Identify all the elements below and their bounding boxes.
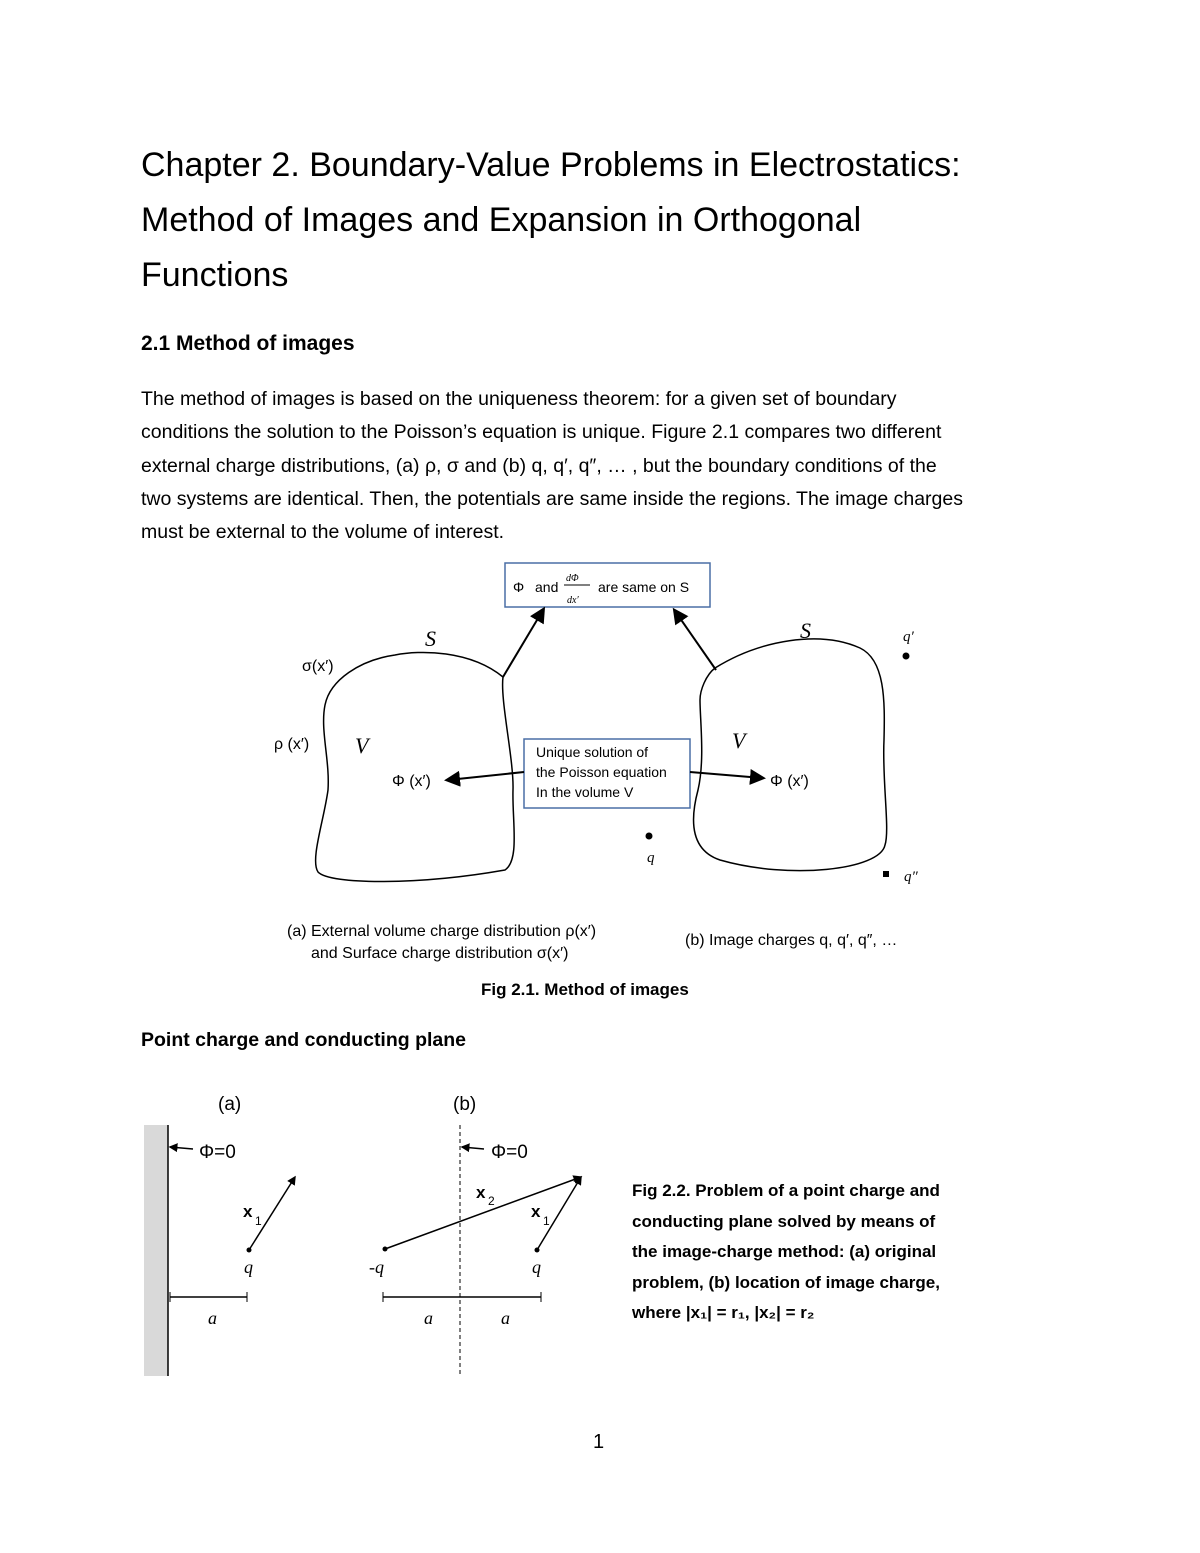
phi-zero-label: Φ=0	[491, 1142, 528, 1163]
figure-caption: problem, (b) location of image charge,	[632, 1273, 940, 1292]
caption-a: and Surface charge distribution σ(x′)	[311, 945, 569, 962]
charge-q1-dot	[903, 653, 910, 660]
page-number: 1	[593, 1431, 605, 1453]
panel-label-b: (b)	[453, 1094, 477, 1115]
charge-q2-dot	[883, 871, 889, 877]
charge-q-label: q	[244, 1257, 253, 1277]
phi-zero-label: Φ=0	[199, 1142, 236, 1163]
same-on-s-text: are same on S	[598, 579, 690, 595]
caption-a: (a) External volume charge distribution ρ(x′)	[287, 923, 597, 940]
charge-q-label: q	[647, 850, 655, 866]
vector-x1-label: x	[531, 1202, 541, 1221]
uniqueness-text: In the volume V	[536, 784, 634, 800]
vector-x2-label: x	[476, 1183, 486, 1202]
figure-caption: Fig 2.1. Method of images	[481, 980, 689, 999]
figure-caption: conducting plane solved by means of	[632, 1212, 936, 1231]
surface-right	[693, 639, 886, 871]
uniqueness-text: the Poisson equation	[536, 764, 667, 780]
figure-2-1	[274, 563, 919, 999]
distance-a-label: a	[208, 1308, 217, 1328]
vector-x1-subscript: 1	[255, 1214, 262, 1228]
rho-label: ρ (x′)	[274, 736, 310, 753]
surface-label: S	[425, 626, 436, 651]
figure-caption: Fig 2.2. Problem of a point charge and	[632, 1181, 940, 1200]
surface-label: S	[800, 618, 811, 643]
charge-q2-label: q″	[904, 869, 918, 885]
derivative-denominator: dx′	[567, 595, 579, 606]
subheading: Point charge and conducting plane	[141, 1029, 467, 1051]
charge-q-dot	[646, 833, 653, 840]
chapter-title-line-3: Functions	[141, 256, 289, 294]
conducting-plane	[144, 1125, 168, 1376]
vector-x2-subscript: 2	[488, 1194, 495, 1208]
vector-x1-label: x	[243, 1202, 253, 1221]
caption-b: (b) Image charges q, q′, q″, …	[685, 932, 898, 949]
charge-q1-label: q′	[903, 629, 914, 645]
phi-symbol: Φ	[513, 579, 525, 595]
figure-caption: the image-charge method: (a) original	[632, 1242, 937, 1261]
and-text: and	[535, 579, 559, 595]
phi-label: Φ (x′)	[392, 773, 431, 790]
chapter-title-line-1: Chapter 2. Boundary-Value Problems in Electrostatics:	[141, 146, 961, 184]
uniqueness-text: Unique solution of	[536, 744, 649, 760]
figure-2-2	[144, 1094, 940, 1376]
body-line: The method of images is based on the uniqueness theorem: for a given set of boundary	[141, 388, 897, 410]
phi-label: Φ (x′)	[770, 773, 809, 790]
distance-a-label: a	[424, 1308, 433, 1328]
chapter-title-line-2: Method of Images and Expansion in Orthogonal	[141, 201, 862, 239]
volume-label: V	[355, 733, 369, 758]
vector-x1-subscript: 1	[543, 1214, 550, 1228]
derivative-numerator: dΦ	[566, 573, 579, 584]
charge-q-label: q	[532, 1257, 541, 1277]
distance-a-label: a	[501, 1308, 510, 1328]
section-heading: 2.1 Method of images	[141, 332, 355, 355]
body-line: two systems are identical. Then, the potentials are same inside the regions. The image charges	[141, 488, 963, 510]
surface-left	[316, 652, 515, 881]
figure-caption: where |x₁| = r₁, |x₂| = r₂	[632, 1303, 815, 1322]
image-charge-label: -q	[369, 1257, 384, 1277]
body-line: external charge distributions, (a) ρ, σ and (b) q, q′, q″, … , but the boundary conditions of the	[141, 455, 937, 477]
sigma-label: σ(x′)	[302, 658, 334, 675]
volume-label: V	[732, 728, 746, 753]
panel-label-a: (a)	[218, 1094, 242, 1115]
body-line: conditions the solution to the Poisson’s equation is unique. Figure 2.1 compares two different	[141, 421, 942, 443]
body-line: must be external to the volume of interest.	[141, 521, 505, 543]
